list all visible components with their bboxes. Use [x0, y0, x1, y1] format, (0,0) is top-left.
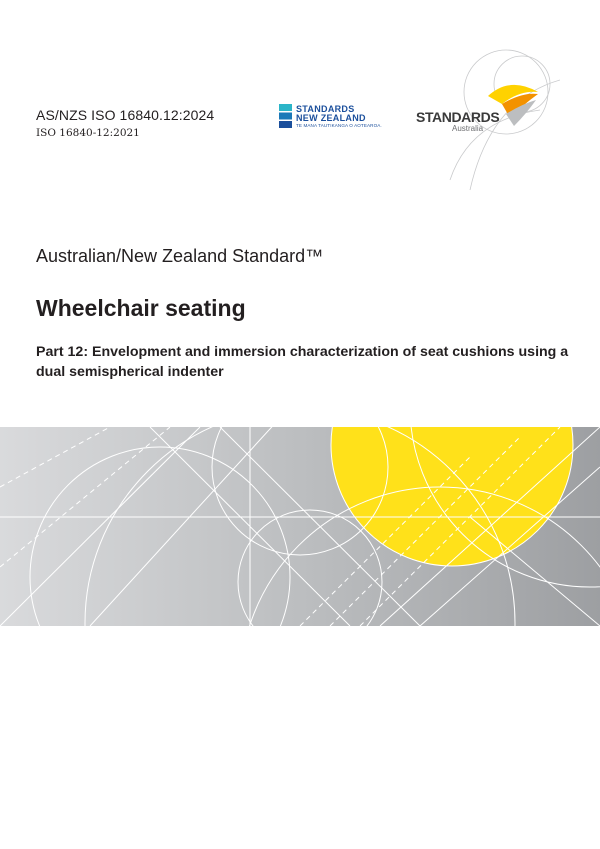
page-title: Wheelchair seating — [36, 295, 246, 321]
geometric-pattern-graphic — [0, 427, 600, 626]
sa-subtitle: Australia — [452, 124, 484, 133]
sa-wordmark: STANDARDS — [416, 109, 500, 125]
page-subtitle: Part 12: Envelopment and immersion characterization of seat cushions using a dual semispherical indenter — [36, 344, 569, 380]
decorative-geometric-band — [0, 427, 600, 626]
snz-name-line1: STANDARDS — [296, 104, 355, 114]
snz-name-line2: NEW ZEALAND — [296, 113, 366, 123]
standard-number: AS/NZS ISO 16840.12:2024 — [36, 107, 215, 123]
standards-australia-logo — [410, 40, 560, 200]
snz-tagline: TE MANA TAUTIKANGA O AOTEAROA. — [296, 123, 382, 128]
standards-new-zealand-logo — [279, 104, 382, 130]
iso-number: ISO 16840-12:2021 — [36, 127, 140, 139]
standard-type: Australian/New Zealand Standard™ — [36, 246, 324, 266]
snz-mark-icon — [279, 104, 292, 128]
